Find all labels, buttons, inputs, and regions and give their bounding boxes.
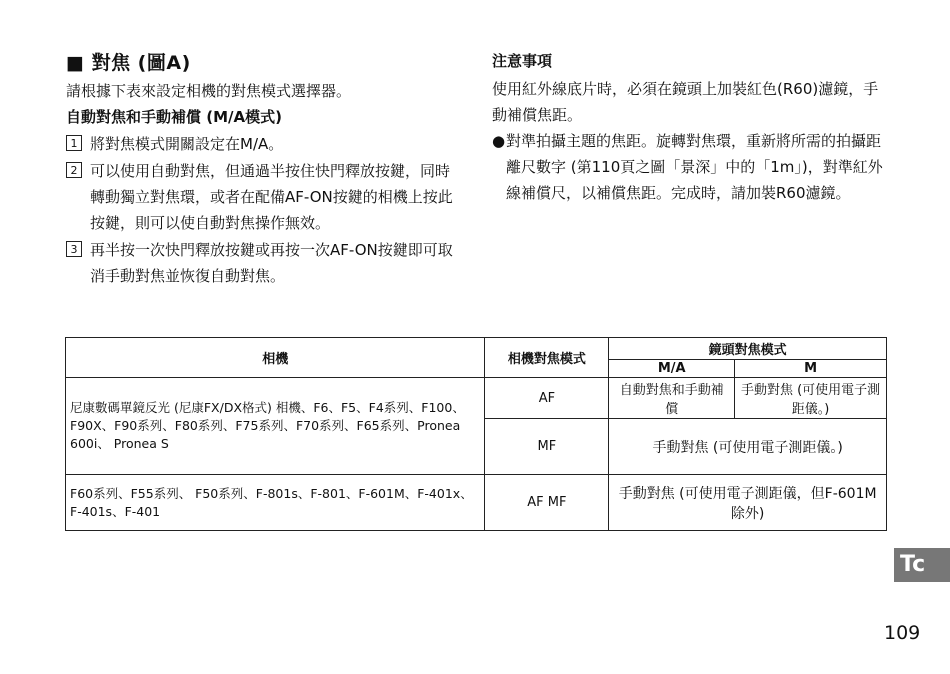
cameras-group-2: F60系列、F55系列、 F50系列、F-801s、F-801、F-601M、F-401x、F-401s、F-401	[66, 475, 485, 531]
cameras-group-1: 尼康數碼單鏡反光 (尼康FX/DX格式) 相機、F6、F5、F4系列、F100、F90X、F90系列、F80系列、F75系列、F70系列、F65系列、Pronea 600i、 Pronea S	[66, 378, 485, 475]
step-number: 1	[66, 135, 82, 151]
notes-heading: 注意事項	[492, 52, 553, 70]
mode-af: AF	[485, 378, 609, 419]
notes-bullet	[492, 128, 884, 206]
cell-af-m: 手動對焦 (可使用電子測距儀。)	[735, 378, 887, 419]
cell-mf: 手動對焦 (可使用電子測距儀。)	[609, 419, 887, 475]
notes-bullet-text: 對準拍攝主題的焦距。旋轉對焦環，重新將所需的拍攝距離尺數字 (第110頁之圖「景深」中的「1m」)，對準紅外線補償尺，以補償焦距。完成時，請加裝R60濾鏡。	[506, 132, 883, 202]
notes-text: 使用紅外線底片時，必須在鏡頭上加裝紅色(R60)濾鏡，手動補償焦距。	[492, 80, 879, 124]
step-text: 將對焦模式開關設定在M/A。	[90, 135, 284, 153]
page-number: 109	[884, 622, 921, 644]
header-camera: 相機	[66, 338, 485, 378]
header-lens-mode: 鏡頭對焦模式	[609, 338, 887, 360]
step-text: 可以使用自動對焦，但通過半按住快門釋放按鍵，同時轉動獨立對焦環，或者在配備AF-ON按鍵的相機上按此按鍵，則可以使自動對焦操作無效。	[90, 162, 453, 232]
subheading: 自動對焦和手動補償 (M/A模式)	[66, 108, 282, 126]
cell-af-ma: 自動對焦和手動補償	[609, 378, 735, 419]
focus-table	[65, 337, 887, 531]
header-ma: M/A	[609, 360, 735, 378]
step-2	[66, 158, 462, 236]
mode-mf: MF	[485, 419, 609, 475]
cell-group-2: 手動對焦 (可使用電子測距儀，但F-601M除外)	[609, 475, 887, 531]
header-focus-mode: 相機對焦模式	[485, 338, 609, 378]
steps-list	[66, 131, 462, 289]
step-text: 再半按一次快門釋放按鍵或再按一次AF-ON按鍵即可取消手動對焦並恢復自動對焦。	[90, 241, 453, 285]
step-1	[66, 131, 462, 157]
bullet-icon: ●	[492, 132, 506, 150]
intro-text: 請根據下表來設定相機的對焦模式選擇器。	[66, 82, 352, 100]
step-number: 2	[66, 162, 82, 178]
step-number: 3	[66, 241, 82, 257]
header-m: M	[735, 360, 887, 378]
section-title: ■ 對焦 (圖A)	[66, 52, 191, 74]
modes-af-mf: AF MF	[485, 475, 609, 531]
language-tab: Tc	[894, 548, 950, 582]
step-3	[66, 237, 462, 289]
